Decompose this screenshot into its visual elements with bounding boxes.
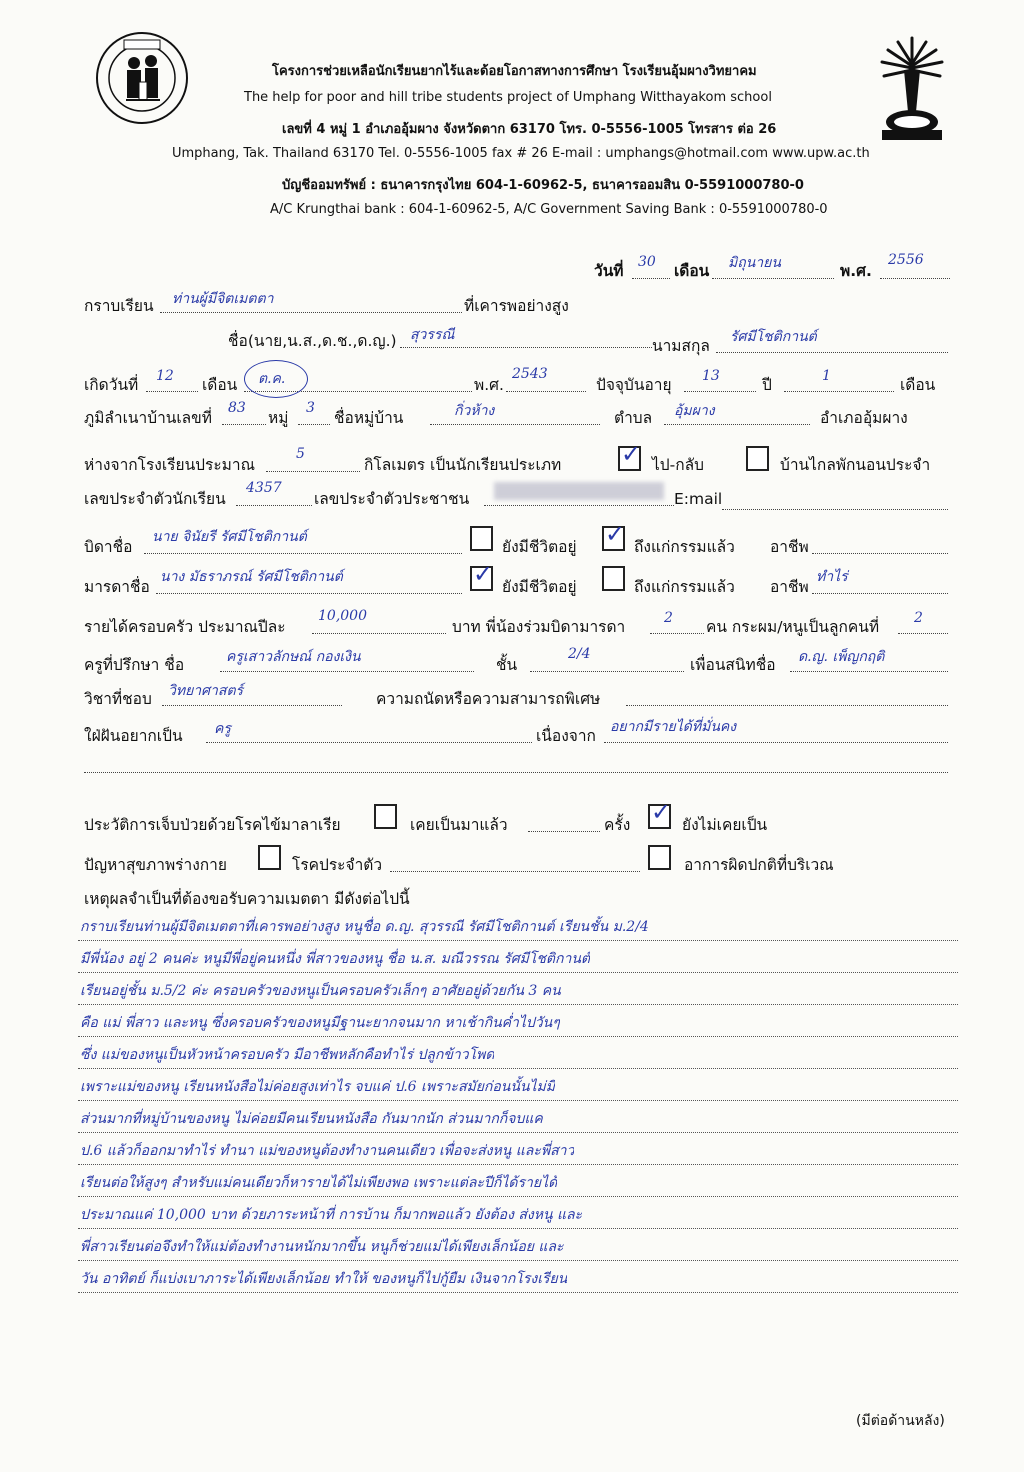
check-icon: ✓ <box>621 440 642 468</box>
tambon-value[interactable]: อุ้มผาง <box>674 403 715 419</box>
mother-job-label: อาชีพ <box>770 578 809 596</box>
date-month[interactable]: มิถุนายน <box>728 255 781 271</box>
birth-month[interactable]: ต.ค. <box>258 371 286 387</box>
father-alive-checkbox[interactable] <box>470 526 493 551</box>
house-label: ภูมิลำเนาบ้านเลขที่ <box>84 409 212 427</box>
header-bank-th: บัญชีออมทรัพย์ : ธนาคารกรุงไทย 604-1-60962-5, ธนาคารออมสิน 0-5591000780-0 <box>282 178 804 193</box>
reason-line: ส่วนมากที่หมู่บ้านของหนู ไม่ค่อยมีคนเรียนหนังสือ กันมากนัก ส่วนมากก็จบแค่ <box>78 1104 958 1133</box>
header-title-th: โครงการช่วยเหลือนักเรียนยากไร้และด้อยโอกาสทางการศึกษา โรงเรียนอุ้มผางวิทยาคม <box>272 64 757 79</box>
age-years-label: ปี <box>762 376 772 394</box>
birth-month-label: เดือน <box>202 376 238 394</box>
salutation-suffix: ที่เคารพอย่างสูง <box>464 297 569 315</box>
child-no-label: คน กระผม/หนูเป็นลูกคนที่ <box>706 618 880 636</box>
surname-label: นามสกุล <box>652 337 710 355</box>
dream-label: ใฝ่ฝันอยากเป็น <box>84 727 183 745</box>
income-baht-label: บาท พี่น้องร่วมบิดามารดา <box>452 618 626 636</box>
age-years[interactable]: 13 <box>702 368 720 384</box>
mother-dead-checkbox[interactable] <box>602 566 625 591</box>
student-id[interactable]: 4357 <box>246 480 282 496</box>
distance-value[interactable]: 5 <box>296 446 305 462</box>
citizen-id-redacted <box>494 482 664 500</box>
father-name[interactable]: นาย จินัยรี รัศมีโชติกานต์ <box>152 529 307 545</box>
amphoe-label: อำเภออุ้มผาง <box>820 409 908 427</box>
house-no[interactable]: 83 <box>228 400 246 416</box>
distance-label: ห่างจากโรงเรียนประมาณ <box>84 456 255 474</box>
surname-value[interactable]: รัศมีโชติกานต์ <box>730 329 817 345</box>
right-logo <box>876 34 948 146</box>
mother-name[interactable]: นาง มัธราภรณ์ รัศมีโชติกานต์ <box>160 569 343 585</box>
header-bank-en: A/C Krungthai bank : 604-1-60962-5, A/C Government Saving Bank : 0-5591000780-0 <box>270 202 828 217</box>
boarding-checkbox[interactable] <box>746 446 769 471</box>
citizen-id-label: เลขประจำตัวประชาชน <box>314 490 470 508</box>
commute-label: ไป-กลับ <box>652 456 704 474</box>
chronic-label: โรคประจำตัว <box>292 856 383 874</box>
class-label: ชั้น <box>496 656 518 674</box>
siblings-value[interactable]: 2 <box>664 610 673 626</box>
dream-reason[interactable]: อยากมีรายได้ที่มั่นคง <box>610 719 737 735</box>
dream-value[interactable]: ครู <box>214 721 231 737</box>
date-day[interactable]: 30 <box>638 254 656 270</box>
subject-value[interactable]: วิทยาศาสตร์ <box>168 683 244 699</box>
reason-paragraph <box>78 912 958 1472</box>
class-value[interactable]: 2/4 <box>568 646 591 662</box>
village-label: ชื่อหมู่บ้าน <box>334 409 404 427</box>
continued-note: (มีต่อด้านหลัง) <box>856 1413 945 1429</box>
malaria-never-label: ยังไม่เคยเป็น <box>682 816 768 834</box>
check-icon: ✓ <box>651 798 672 826</box>
name-value[interactable]: สุวรรณี <box>410 327 455 343</box>
income-value[interactable]: 10,000 <box>318 608 367 624</box>
malaria-never-checkbox[interactable] <box>648 798 672 829</box>
distance-unit-label: กิโลเมตร เป็นนักเรียนประเภท <box>364 456 562 474</box>
chronic-checkbox[interactable] <box>258 845 281 870</box>
date-month-label: เดือน <box>674 262 710 280</box>
malaria-had-checkbox[interactable] <box>374 804 397 829</box>
salutation-value[interactable]: ท่านผู้มีจิตเมตตา <box>172 291 274 307</box>
birth-year[interactable]: 2543 <box>512 366 548 382</box>
father-job-label: อาชีพ <box>770 538 809 556</box>
father-label: บิดาชื่อ <box>84 538 133 556</box>
income-label: รายได้ครอบครัว ประมาณปีละ <box>84 618 286 636</box>
reason-line: กราบเรียนท่านผู้มีจิตเมตตาที่เคารพอย่างสูง หนูชื่อ ด.ญ. สุวรรณี รัศมีโชติกานต์ เรียนชั้น ม.2/4 <box>78 912 958 941</box>
header-address-en: Umphang, Tak. Thailand 63170 Tel. 0-5556-1005 fax # 26 E-mail : umphangs@hotmail.com www.upw.ac.th <box>172 146 870 161</box>
left-logo <box>94 30 190 126</box>
mother-job[interactable]: ทำไร่ <box>816 569 848 585</box>
friend-label: เพื่อนสนิทชื่อ <box>690 656 776 674</box>
tambon-label: ตำบล <box>614 409 653 427</box>
malaria-had-label: เคยเป็นมาแล้ว <box>410 816 508 834</box>
subject-label: วิชาที่ชอบ <box>84 690 152 708</box>
header-title-en: The help for poor and hill tribe students project of Umphang Witthayakom school <box>244 90 772 105</box>
reason-line: เรียนต่อให้สูงๆ สำหรับแม่คนเดียวก็หารายได้ไม่เพียงพอ เพราะแต่ละปีก็ได้รายได้ <box>78 1168 958 1197</box>
date-day-label: วันที่ <box>594 262 624 280</box>
reason-line: ซึ่ง แม่ของหนูเป็นหัวหน้าครอบครัว มีอาชีพหลักคือทำไร่ ปลูกข้าวโพด <box>78 1040 958 1069</box>
reason-line: เรียนอยู่ชั้น ม.5/2 ค่ะ ครอบครัวของหนูเป็นครอบครัวเล็กๆ อาศัยอยู่ด้วยกัน 3 คน <box>78 976 958 1005</box>
boarding-label: บ้านไกลพักนอนประจำ <box>780 456 931 474</box>
mother-label: มารดาชื่อ <box>84 578 150 596</box>
reason-line: พี่สาวเรียนต่อจึงทำให้แม่ต้องทำงานหนักมากขึ้น หนูก็ช่วยแม่ได้เพียงเล็กน้อย และ <box>78 1232 958 1261</box>
check-icon: ✓ <box>473 560 494 588</box>
birth-year-label: พ.ศ. <box>474 376 504 394</box>
age-label: ปัจจุบันอายุ <box>596 376 672 394</box>
reason-heading: เหตุผลจำเป็นที่ต้องขอรับความเมตตา มีดังต่อไปนี้ <box>84 890 410 908</box>
friend-value[interactable]: ด.ญ. เพ็ญกฤติ <box>798 649 885 665</box>
malaria-label: ประวัติการเจ็บป่วยด้วยโรคไข้มาลาเรีย <box>84 816 341 834</box>
reason-line: ป.6 แล้วก็ออกมาทำไร่ ทำนา แม่ของหนูต้องทำงานคนเดียว เพื่อจะส่งหนู และพี่สาว <box>78 1136 958 1165</box>
child-no-value[interactable]: 2 <box>914 610 923 626</box>
reason-line: วัน อาทิตย์ ก็แบ่งเบาภาระได้เพียงเล็กน้อย ทำให้ ของหนูก็ไปกู้ยืม เงินจากโรงเรียน <box>78 1264 958 1293</box>
advisor-label: ครูที่ปรึกษา ชื่อ <box>84 656 185 674</box>
header-address-th: เลขที่ 4 หมู่ 1 อำเภออุ้มผาง จังหวัดตาก 63170 โทร. 0-5556-1005 โทรสาร ต่อ 26 <box>282 122 777 137</box>
advisor-value[interactable]: ครูเสาวลักษณ์ กองเงิน <box>226 649 361 665</box>
village-value[interactable]: กิ่วห้าง <box>454 403 495 419</box>
abnormal-checkbox[interactable] <box>648 845 671 870</box>
dream-reason-label: เนื่องจาก <box>536 727 596 745</box>
salutation-label: กราบเรียน <box>84 297 154 315</box>
date-year-label: พ.ศ. <box>840 262 872 280</box>
father-alive-label: ยังมีชีวิตอยู่ <box>502 538 577 556</box>
age-months-label: เดือน <box>900 376 936 394</box>
check-icon: ✓ <box>605 520 626 548</box>
birth-day-label: เกิดวันที่ <box>84 376 139 394</box>
email-label: E:mail <box>674 490 723 508</box>
mother-dead-label: ถึงแก่กรรมแล้ว <box>634 578 735 596</box>
health-label: ปัญหาสุขภาพร่างกาย <box>84 856 227 874</box>
reason-line: คือ แม่ พี่สาว และหนู ซึ่งครอบครัวของหนูมีฐานะยากจนมาก หาเช้ากินค่ำไปวันๆ <box>78 1008 958 1037</box>
moo-label: หมู่ <box>268 409 289 427</box>
reason-line: ประมาณแค่ 10,000 บาท ด้วยภาระหน้าที่ การบ้าน ก็มากพอแล้ว ยังต้อง ส่งหนู และ <box>78 1200 958 1229</box>
moo-value[interactable]: 3 <box>306 400 315 416</box>
father-dead-label: ถึงแก่กรรมแล้ว <box>634 538 735 556</box>
age-months[interactable]: 1 <box>822 368 831 384</box>
birth-day[interactable]: 12 <box>156 368 174 384</box>
name-label: ชื่อ(นาย,น.ส.,ด.ช.,ด.ญ.) <box>228 332 397 350</box>
father-dead-checkbox[interactable] <box>602 520 626 551</box>
commute-checkbox[interactable] <box>618 440 642 471</box>
reason-line: มีพี่น้อง อยู่ 2 คนค่ะ หนูมีพี่อยู่คนหนึ่ง พี่สาวของหนู ชื่อ น.ส. มณีวรรณ รัศมีโชติกานต์ <box>78 944 958 973</box>
date-year[interactable]: 2556 <box>888 252 924 268</box>
talent-label: ความถนัดหรือความสามารถพิเศษ <box>376 690 601 708</box>
project-seal-icon <box>94 30 190 126</box>
malaria-times-label: ครั้ง <box>604 816 631 834</box>
student-id-label: เลขประจำตัวนักเรียน <box>84 490 226 508</box>
abnormal-label: อาการผิดปกติที่บริเวณ <box>684 856 834 874</box>
school-torch-emblem-icon <box>876 34 948 146</box>
mother-alive-label: ยังมีชีวิตอยู่ <box>502 578 577 596</box>
mother-alive-checkbox[interactable] <box>470 560 494 591</box>
reason-line: เพราะแม่ของหนู เรียนหนังสือไม่ค่อยสูงเท่าไร จบแค่ ป.6 เพราะสมัยก่อนนั้นไม่มี <box>78 1072 958 1101</box>
